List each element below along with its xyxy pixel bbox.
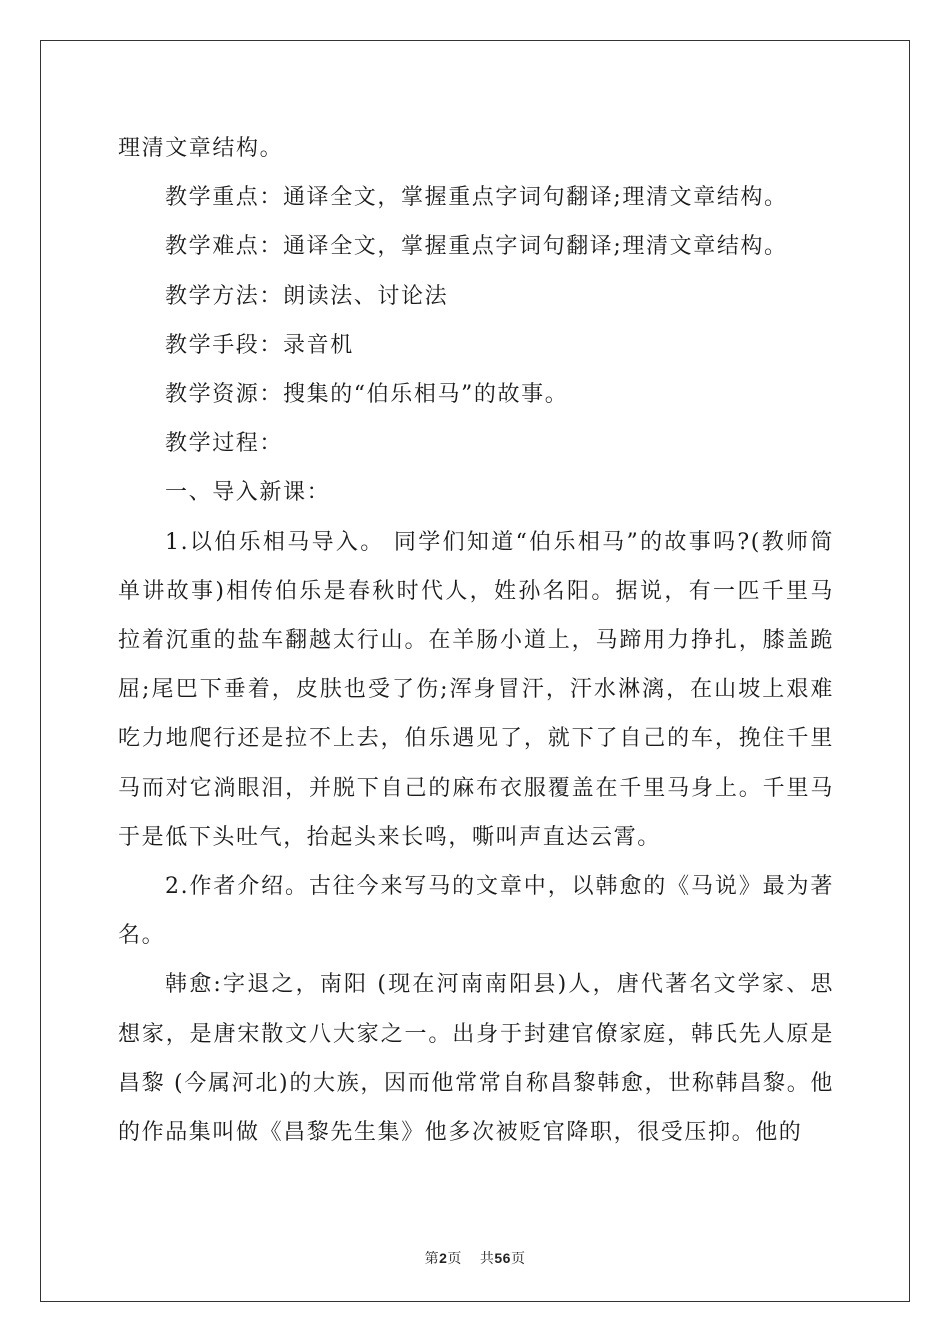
document-body (118, 124, 834, 1157)
page-suffix: 页 (447, 1251, 462, 1267)
paragraph-author-intro: 2.作者介绍。古往今来写马的文章中，以韩愈的《马说》最为著名。 (118, 874, 834, 949)
paragraph-section-intro: 一、导入新课： (165, 480, 331, 506)
paragraph-teaching-resources: 教学资源：搜集的“伯乐相马”的故事。 (165, 382, 569, 408)
paragraph-teaching-difficulty: 教学难点：通译全文，掌握重点字词句翻译;理清文章结构。 (165, 234, 788, 260)
paragraph-bole-story: 1.以伯乐相马导入。 同学们知道“伯乐相马”的故事吗?(教师简单讲故事)相传伯乐是春秋时代人，姓孙名阳。据说，有一匹千里马拉着沉重的盐车翻越太行山。在羊肠小道上，马蹄用力挣扎，膝盖跪屈;尾巴下垂着，皮肤也受了伤;浑身冒汗，汗水淋漓，在山坡上艰难吃力地爬行还是拉不上去，伯乐遇见了，就下了自己的车，挽住千里马而对它淌眼泪，并脱下自己的麻布衣服覆盖在千里马身上。千里马于是低下头吐气，抬起头来长鸣，嘶叫声直达云霄。 (118, 529, 834, 850)
page-footer (0, 1248, 950, 1268)
page-prefix: 第 (424, 1251, 440, 1267)
total-suffix: 页 (510, 1251, 526, 1267)
paragraph-teaching-method: 教学方法：朗读法、讨论法 (165, 283, 449, 309)
paragraph-han-yu: 韩愈:字退之，南阳 (现在河南南阳县)人，唐代著名文学家、思想家，是唐宋散文八大家之一。出身于封建官僚家庭，韩氏先人原是昌黎 (今属河北)的大族，因而他常常自称昌黎韩愈，世称韩昌黎。他的作品集叫做《昌黎先生集》他多次被贬官降职，很受压抑。他的 (118, 972, 834, 1146)
paragraph-teaching-tools: 教学手段：录音机 (165, 332, 354, 358)
total-prefix: 共 (479, 1251, 495, 1267)
paragraph-teaching-focus: 教学重点：通译全文，掌握重点字词句翻译;理清文章结构。 (165, 185, 788, 211)
total-pages: 56 (494, 1250, 511, 1266)
paragraph-1: 理清文章结构。 (118, 136, 284, 161)
page-number: 2 (439, 1250, 448, 1266)
paragraph-teaching-process: 教学过程： (165, 431, 284, 457)
